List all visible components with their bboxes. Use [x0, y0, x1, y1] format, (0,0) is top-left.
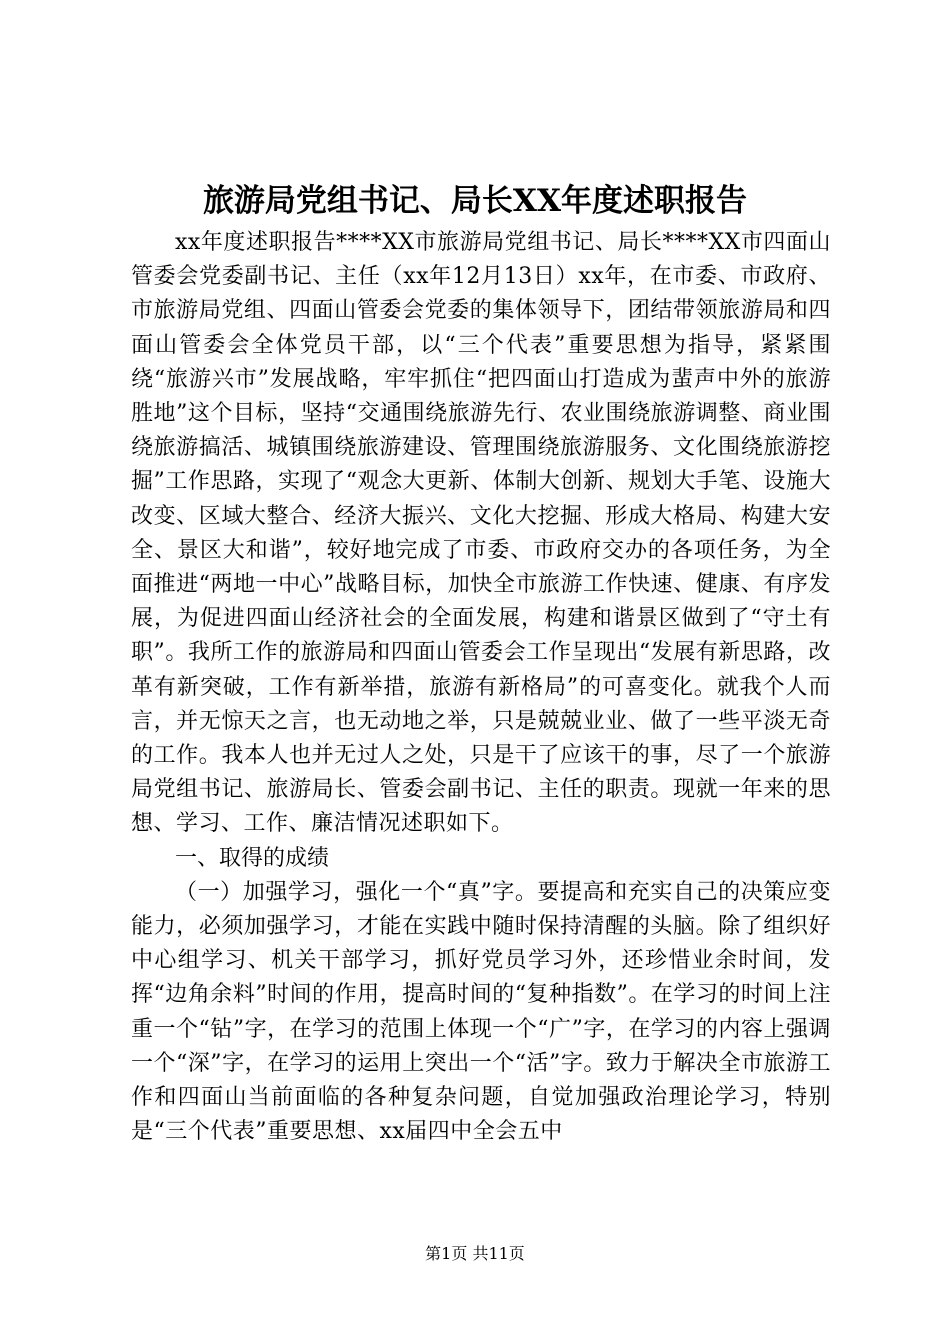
section-paragraph: （一）加强学习，强化一个“真”字。要提高和充实自己的决策应变能力，必须加强学习，才能在实践中随时保持清醒的头脑。除了组织好中心组学习、机关干部学习，抓好党员学习外，还珍惜业余时间，发挥“边角余料”时间的作用，提高时间的“复种指数”。在学习的时间上注重一个“钻”字，在学习的范围上体现一个“广”字，在学习的内容上强调一个“深”字，在学习的运用上突出一个“活”字。致力于解决全市旅游工作和四面山当前面临的各种复杂问题，自觉加强政治理论学习，特别是“三个代表”重要思想、xx届四中全会五中: [131, 879, 831, 1145]
document-body: [131, 226, 831, 1149]
section-heading: 一、取得的成绩: [175, 845, 330, 871]
intro-paragraph: xx年度述职报告****XX市旅游局党组书记、局长****XX市四面山管委会党委副书记、主任（xx年12月13日）xx年，在市委、市政府、市旅游局党组、四面山管委会党委的集体领导下，团结带领旅游局和四面山管委会全体党员干部，以“三个代表”重要思想为指导，紧紧围绕“旅游兴市”发展战略，牢牢抓住“把四面山打造成为蜚声中外的旅游胜地”这个目标，坚持“交通围绕旅游先行、农业围绕旅游调整、商业围绕旅游搞活、城镇围绕旅游建设、管理围绕旅游服务、文化围绕旅游挖掘”工作思路，实现了“观念大更新、体制大创新、规划大手笔、设施大改变、区域大整合、经济大振兴、文化大挖掘、形成大格局、构建大安全、景区大和谐”，较好地完成了市委、市政府交办的各项任务，为全面推进“两地一中心”战略目标，加快全市旅游工作快速、健康、有序发展，为促进四面山经济社会的全面发展，构建和谐景区做到了“守土有职”。我所工作的旅游局和四面山管委会工作呈现出“发展有新思路，改革有新突破，工作有新举措，旅游有新格局”的可喜变化。就我个人而言，并无惊天之言，也无动地之举，只是兢兢业业、做了一些平淡无奇的工作。我本人也并无过人之处，只是干了应该干的事，尽了一个旅游局党组书记、旅游局长、管委会副书记、主任的职责。现就一年来的思想、学习、工作、廉洁情况述职如下。: [131, 230, 831, 837]
page-footer: 第1页 共11页: [425, 1244, 525, 1263]
document-title: 旅游局党组书记、局长XX年度述职报告: [202, 183, 748, 219]
